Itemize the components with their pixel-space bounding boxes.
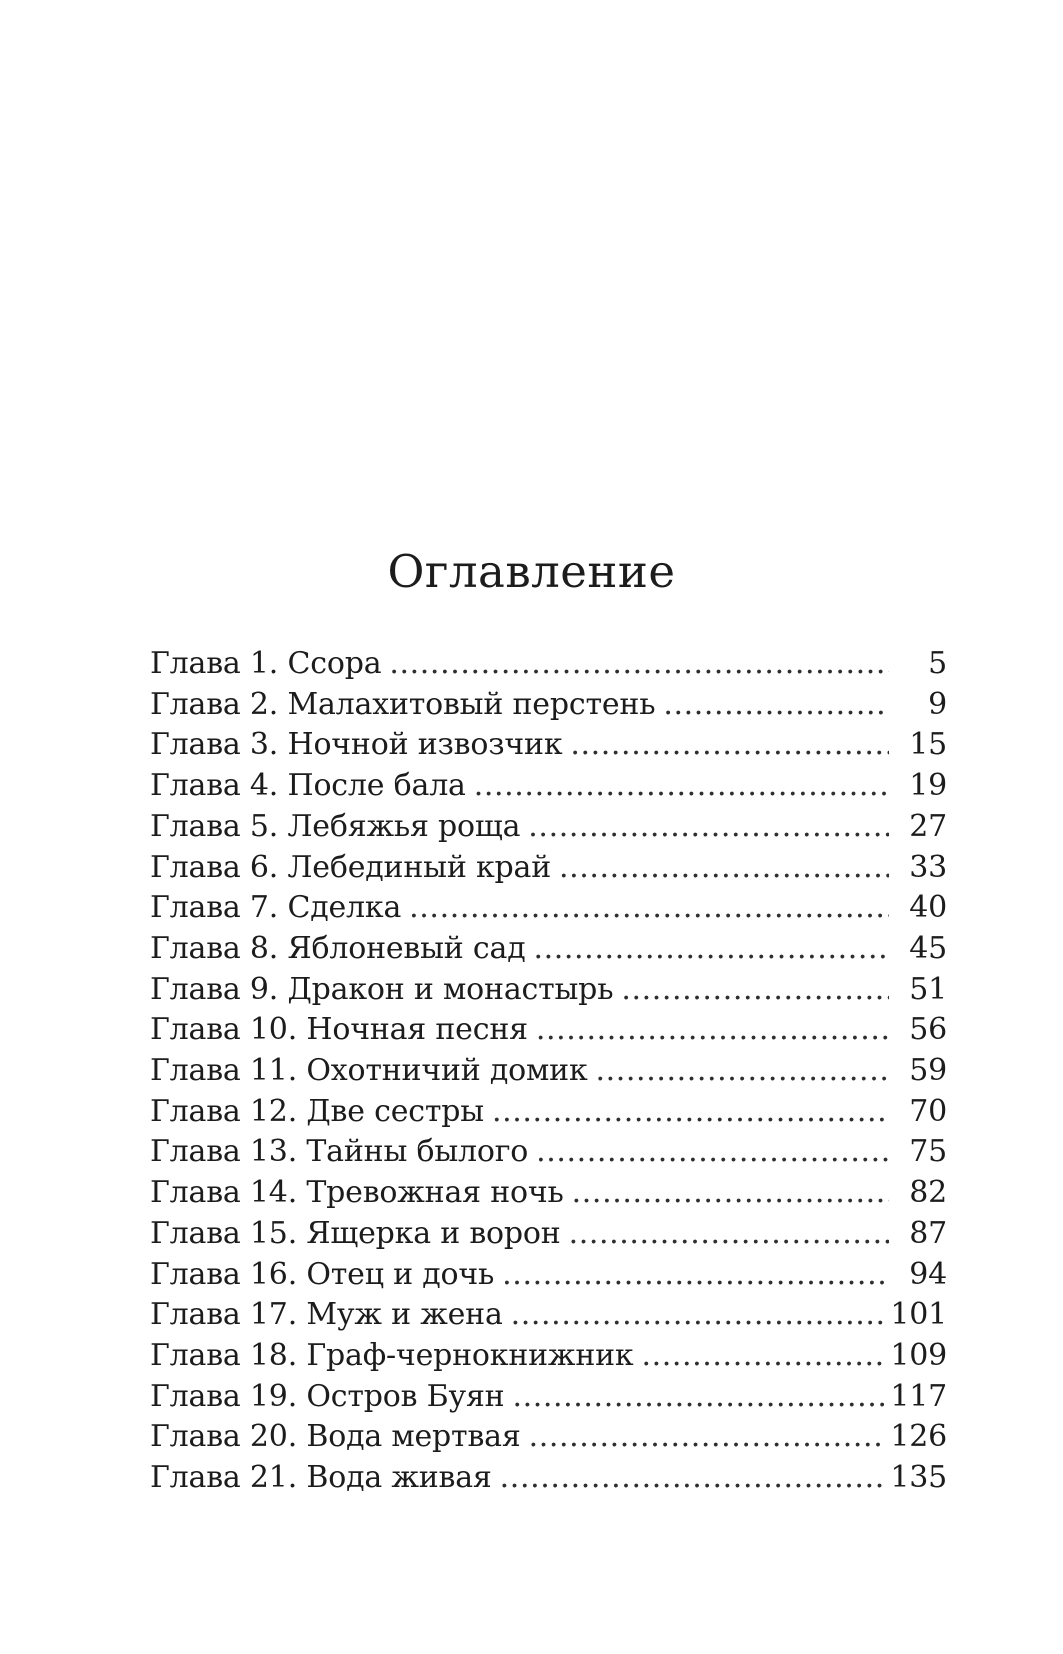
toc-entry-label: Глава 20. Вода мертвая [150, 1419, 521, 1455]
toc-entry-page: 70 [909, 1093, 947, 1129]
toc-entry[interactable] [150, 766, 947, 807]
toc-entry-label: Глава 11. Охотничий домик [150, 1053, 588, 1089]
toc-entry-page: 19 [909, 768, 947, 804]
dot-leader [409, 888, 889, 929]
toc-entry-label: Глава 15. Ящерка и ворон [150, 1215, 561, 1251]
toc-entry-page: 9 [928, 686, 947, 722]
dot-leader [536, 1010, 889, 1051]
dot-leader [502, 1255, 889, 1296]
dot-leader [511, 1295, 885, 1336]
toc-entry[interactable] [150, 1010, 947, 1051]
toc-entry-label: Глава 7. Сделка [150, 890, 402, 926]
dot-leader [570, 725, 889, 766]
toc-entry-page: 101 [890, 1297, 947, 1333]
dot-leader [500, 1458, 885, 1499]
toc-entry-page: 5 [928, 646, 947, 681]
toc-entry-label: Глава 5. Лебяжья роща [150, 808, 521, 844]
toc-entry[interactable] [150, 1417, 947, 1458]
toc-entry-page: 94 [909, 1256, 947, 1292]
toc-entry[interactable] [150, 1214, 947, 1255]
toc-entry-page: 56 [909, 1012, 947, 1048]
toc-entry-page: 59 [909, 1053, 947, 1089]
toc-entry[interactable] [150, 929, 947, 970]
toc-entry[interactable] [150, 1173, 947, 1214]
toc-entry-label: Глава 6. Лебединый край [150, 849, 551, 885]
toc-entry-label: Глава 4. После бала [150, 768, 466, 804]
dot-leader [528, 807, 889, 848]
toc-entry-page: 135 [890, 1460, 947, 1496]
toc-entry-label: Глава 2. Малахитовый перстень [150, 686, 656, 722]
toc-entry[interactable] [150, 807, 947, 848]
toc-entry-label: Глава 8. Яблоневый сад [150, 930, 526, 966]
dot-leader [559, 848, 889, 889]
toc-entry[interactable] [150, 1051, 947, 1092]
toc-entry-label: Глава 9. Дракон и монастырь [150, 971, 614, 1007]
toc-entry[interactable] [150, 848, 947, 889]
toc-entry-label: Глава 18. Граф-чернокнижник [150, 1337, 634, 1373]
toc-entry-label: Глава 14. Тревожная ночь [150, 1175, 564, 1211]
toc-list [150, 644, 947, 1499]
toc-entry[interactable] [150, 725, 947, 766]
toc-entry-page: 15 [909, 727, 947, 763]
toc-entry-label: Глава 12. Две сестры [150, 1093, 484, 1129]
toc-entry[interactable] [150, 1255, 947, 1296]
dot-leader [663, 685, 889, 726]
toc-entry-label: Глава 16. Отец и дочь [150, 1256, 495, 1292]
dot-leader [621, 970, 889, 1011]
dot-leader [529, 1417, 885, 1458]
dot-leader [569, 1214, 889, 1255]
toc-entry-page: 45 [909, 930, 947, 966]
toc-entry[interactable] [150, 1458, 947, 1499]
dot-leader [474, 766, 889, 807]
toc-entry-page: 51 [909, 971, 947, 1007]
toc-entry[interactable] [150, 1132, 947, 1173]
dot-leader [596, 1051, 889, 1092]
dot-leader [492, 1092, 889, 1133]
dot-leader [536, 1132, 889, 1173]
toc-entry-page: 40 [909, 890, 947, 926]
toc-entry-page: 126 [890, 1419, 947, 1455]
toc-entry-page: 27 [909, 808, 947, 844]
toc-entry[interactable] [150, 644, 947, 685]
toc-entry-page: 33 [909, 849, 947, 885]
toc-entry-label: Глава 1. Ссора [150, 646, 382, 681]
toc-entry-page: 87 [909, 1215, 947, 1251]
toc-entry-label: Глава 13. Тайны былого [150, 1134, 529, 1170]
toc-entry[interactable] [150, 1295, 947, 1336]
toc-entry-label: Глава 19. Остров Буян [150, 1378, 505, 1414]
toc-entry[interactable] [150, 1336, 947, 1377]
dot-leader [641, 1336, 884, 1377]
toc-entry[interactable] [150, 1092, 947, 1133]
toc-entry-page: 75 [909, 1134, 947, 1170]
dot-leader [572, 1173, 889, 1214]
toc-entry-label: Глава 17. Муж и жена [150, 1297, 503, 1333]
toc-entry-label: Глава 21. Вода живая [150, 1460, 492, 1496]
toc-entry-page: 109 [890, 1337, 947, 1373]
toc-entry-label: Глава 10. Ночная песня [150, 1012, 528, 1048]
toc-entry[interactable] [150, 970, 947, 1011]
toc-entry-page: 82 [909, 1175, 947, 1211]
page-title: Оглавление [387, 545, 676, 598]
dot-leader [534, 929, 890, 970]
dot-leader [389, 644, 889, 685]
toc-entry-page: 117 [890, 1378, 947, 1414]
dot-leader [512, 1377, 884, 1418]
toc-entry[interactable] [150, 1377, 947, 1418]
toc-entry-label: Глава 3. Ночной извозчик [150, 727, 563, 763]
toc-entry[interactable] [150, 685, 947, 726]
toc-entry[interactable] [150, 888, 947, 929]
